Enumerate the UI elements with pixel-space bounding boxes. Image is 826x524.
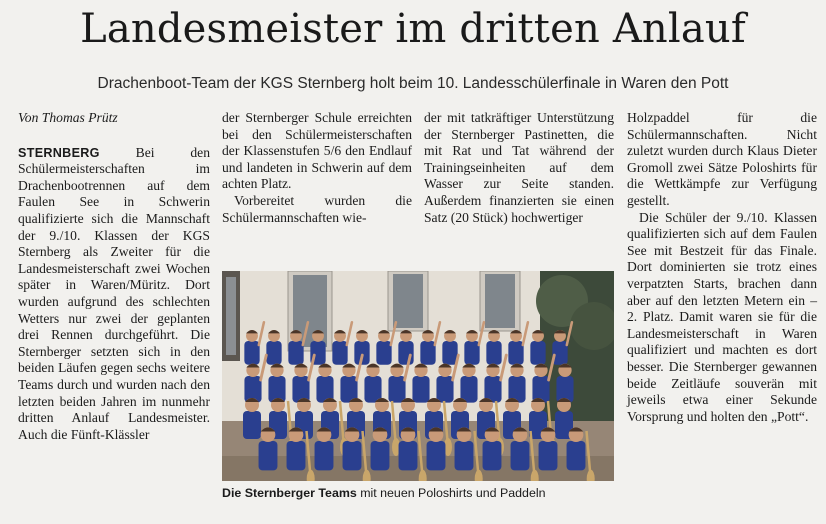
photo-caption: [222, 486, 614, 500]
headline: Landesmeister im dritten Anlauf: [80, 6, 746, 52]
body-paragraph: der mit tatkräftiger Unterstützung der Sternberger Pastinetten, die mit Rat und Tat während der Trainingseinheiten auf dem Wasser zur Seite standen. Außerdem finanzierten sie einen Satz (20 Stück) hochwertiger: [424, 110, 614, 225]
column-3: [424, 110, 614, 226]
body-paragraph: [18, 145, 210, 444]
body-paragraph: der Sternberger Schule erreichten bei den Schülermeisterschaften der Klassenstufen 5/6 den Endlauf und landeten in Schwerin auf dem achten Platz.: [222, 110, 412, 192]
column-2: [222, 110, 412, 226]
subheadline: Drachenboot-Team der KGS Sternberg holt beim 10. Landesschülerfinale in Waren den Pott: [97, 75, 729, 92]
team-photo: [222, 271, 614, 481]
body-paragraph: Vorbereitet wurden die Schülermannschaften wie-: [222, 192, 412, 225]
byline: Von Thomas Prütz: [18, 110, 118, 125]
paragraph-text: Bei den Schülermeisterschaften im Drachenbootrennen auf dem Faulen See in Schwerin qualifizierte sich die Mannschaft der 9./10. Klassen der KGS Sternberg als Zweiter für die Landesmeisterschaft zwei Wochen später in Waren/Müritz. Dort wurden aufgrund des schlechten Wetters nur zwei der geplanten drei Rennen durchgeführt. Die Sternberger setzten sich in den beiden Läufen gegen sechs weitere Teams durch und wurden nach den letzten beiden Jahren im nunmehr dritten Anlauf Landesmeister. Auch die Fünft-Klässler: [18, 144, 210, 442]
column-4: [627, 110, 817, 425]
caption-bold: Die Sternberger Teams: [222, 486, 357, 500]
dateline: STERNBERG: [18, 145, 100, 160]
body-paragraph: Holzpaddel für die Schülermannschaften. Nicht zuletzt wurden durch Klaus Dieter Gromoll zwei Sätze Poloshirts für die Wettkämpfe zur Verfügung gestellt.: [627, 110, 817, 208]
caption-text: mit neuen Poloshirts und Paddeln: [356, 486, 546, 500]
body-paragraph: Die Schüler der 9./10. Klassen qualifizierten sich auf dem Faulen See mit Bestzeit für das Finale. Dort dominierten sie trotz eines verpatzten Starts, brachen dann aber auf den letzten Metern ein – 2. Platz. Damit waren sie für die Landesmeisterschaft in Waren qualifiziert und machten es dort besser. Die Sternberger gewannen beide Zeitläufe souverän mit jeweils etwa einer Sekunde Vorsprung und holten den „Pott“.: [627, 209, 817, 424]
team-photo-illustration: [222, 271, 614, 481]
column-1: [18, 110, 210, 443]
